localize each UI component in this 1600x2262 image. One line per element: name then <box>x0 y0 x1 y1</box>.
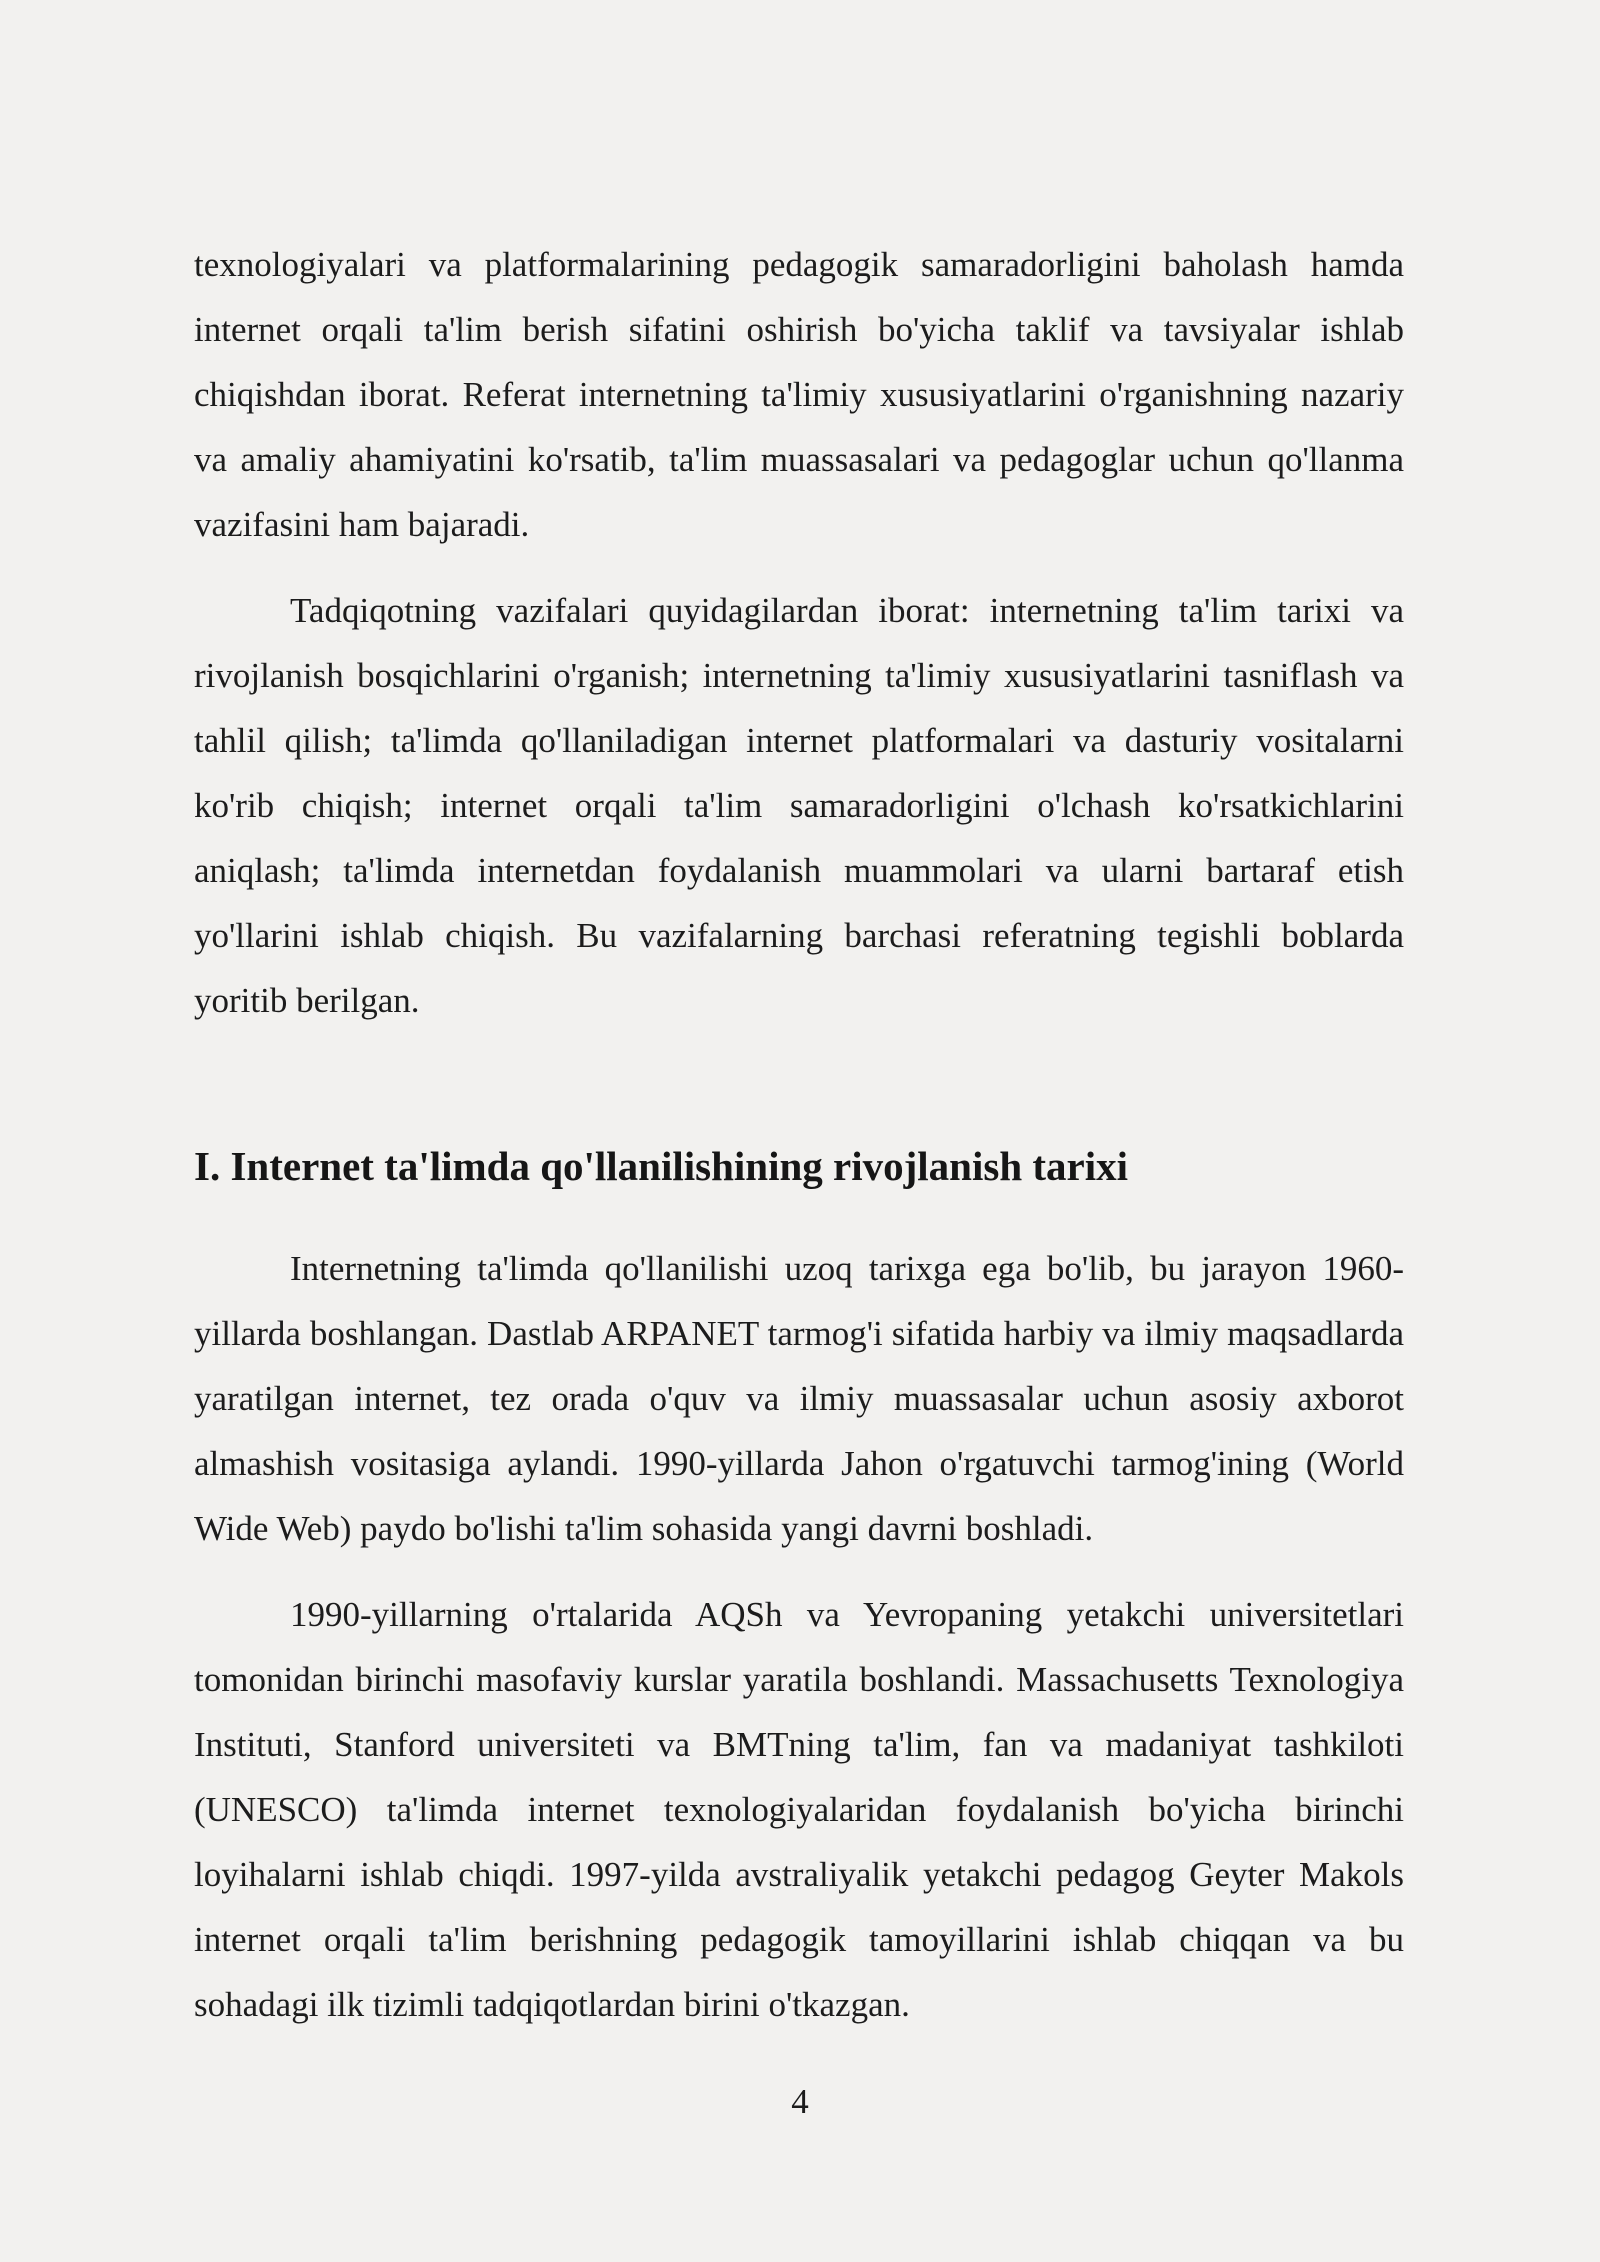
section-heading: I. Internet ta'limda qo'llanilishining rivojlanish tarixi <box>194 1143 1129 1189</box>
paragraph-tasks: Tadqiqotning vazifalari quyidagilardan iborat: internetning ta'lim tarixi va rivojlanish bosqichlarini o'rganish; internetning ta'limiy xususiyatlarini tasniflash va tahlil qilish; ta'limda qo'llaniladigan internet platformalari va dasturiy vositalarni ko'rib chiqish; internet orqali ta'lim samaradorligini o'lchash ko'rsatkichlarini aniqlash; ta'limda internetdan foydalanish muammolari va ularni bartaraf etish yo'llarini ishlab chiqish. Bu vazifalarning barchasi referatning tegishli boblarda yoritib berilgan. <box>194 591 1404 1020</box>
paragraph-history-intro: Internetning ta'limda qo'llanilishi uzoq tarixga ega bo'lib, bu jarayon 1960-yillarda boshlangan. Dastlab ARPANET tarmog'i sifatida harbiy va ilmiy maqsadlarda yaratilgan internet, tez orada o'quv va ilmiy muassasalar uchun asosiy axborot almashish vositasiga aylandi. 1990-yillarda Jahon o'rgatuvchi tarmog'ining (World Wide Web) paydo bo'lishi ta'lim sohasida yangi davrni boshladi. <box>194 1249 1404 1548</box>
paragraph-history-1990s: 1990-yillarning o'rtalarida AQSh va Yevropaning yetakchi universitetlari tomonidan birinchi masofaviy kurslar yaratila boshlandi. Massachusetts Texnologiya Instituti, Stanford universiteti va BMTning ta'lim, fan va madaniyat tashkiloti (UNESCO) ta'limda internet texnologiyalaridan foydalanish bo'yicha birinchi loyihalarni ishlab chiqdi. 1997-yilda avstraliyalik yetakchi pedagog Geyter Makols internet orqali ta'lim berishning pedagogik tamoyillarini ishlab chiqqan va bu sohadagi ilk tizimli tadqiqotlardan birini o'tkazgan. <box>194 1595 1404 2024</box>
page-content <box>194 232 1404 2037</box>
paragraph-continued: texnologiyalari va platformalarining pedagogik samaradorligini baholash hamda internet orqali ta'lim berish sifatini oshirish bo'yicha taklif va tavsiyalar ishlab chiqishdan iborat. Referat internetning ta'limiy xususiyatlarini o'rganishning nazariy va amaliy ahamiyatini ko'rsatib, ta'lim muassasalari va pedagoglar uchun qo'llanma vazifasini ham bajaradi. <box>194 245 1404 544</box>
page-number: 4 <box>791 2082 809 2121</box>
